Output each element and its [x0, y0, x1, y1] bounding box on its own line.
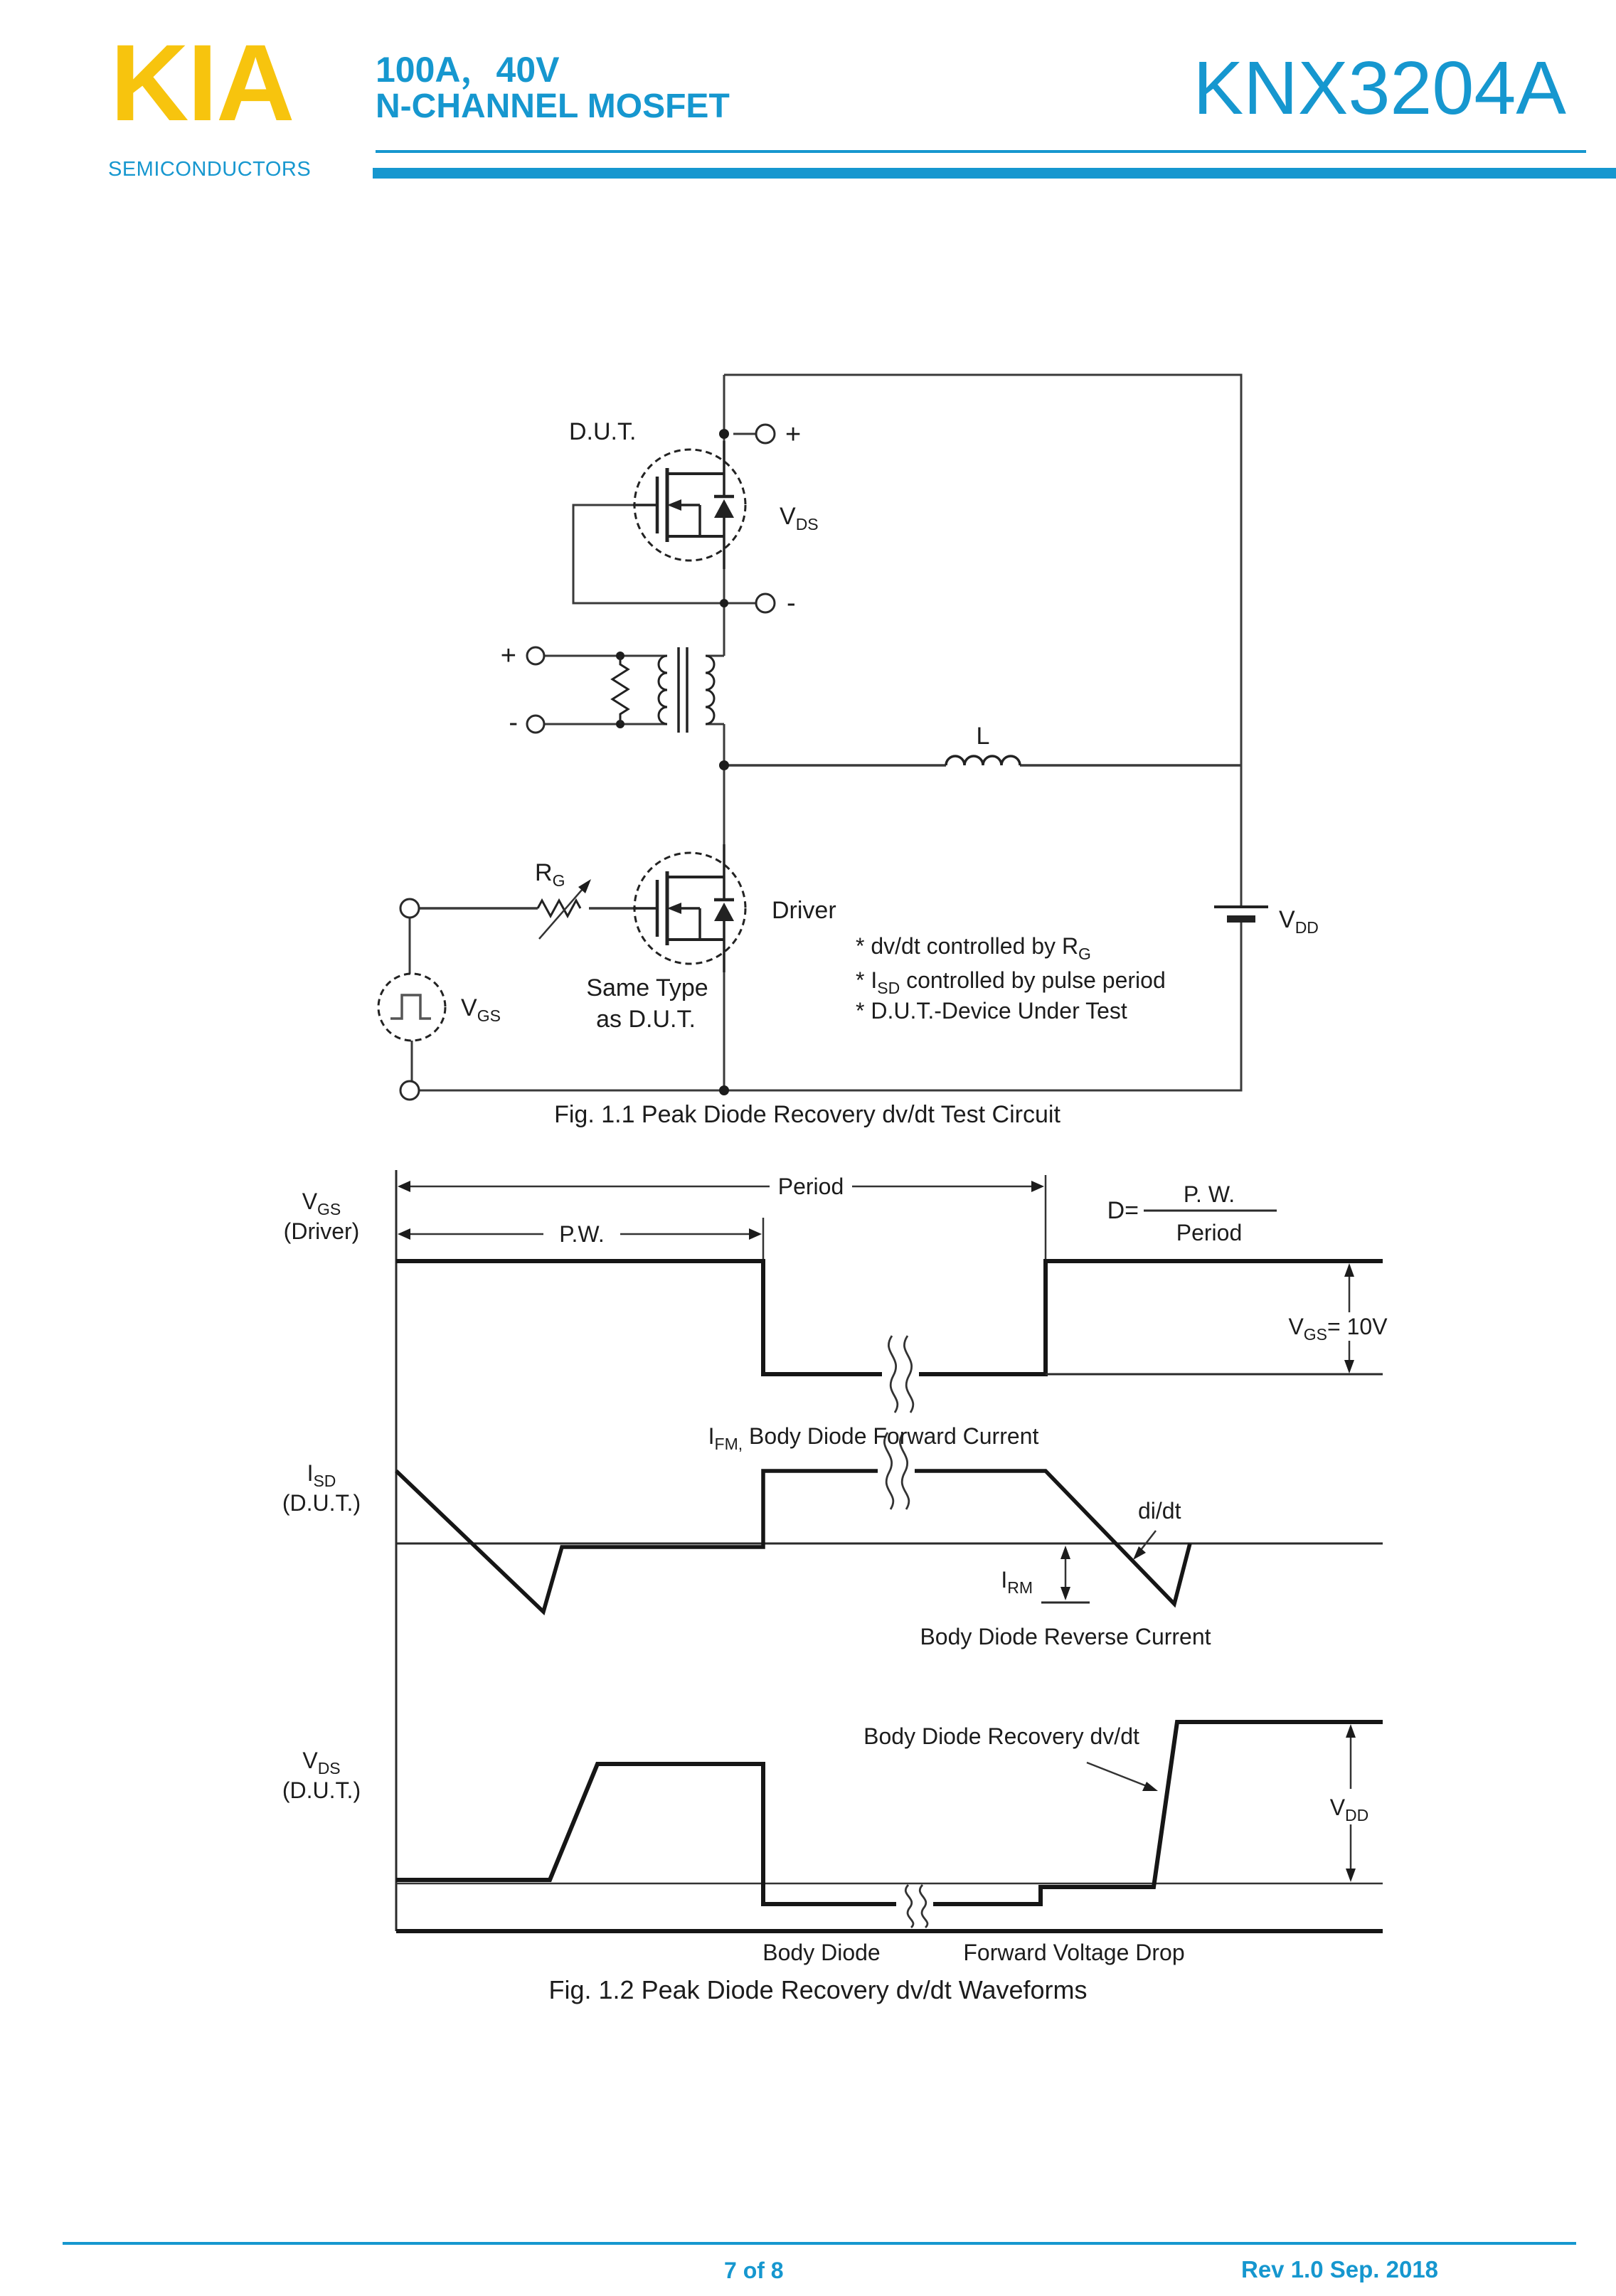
note-dut: * D.U.T.-Device Under Test: [856, 998, 1127, 1024]
body-diode-label: Body Diode: [762, 1940, 881, 1965]
same-type-line2: as D.U.T.: [596, 1006, 696, 1033]
part-number: KNX3204A: [1193, 46, 1566, 130]
dut-label: D.U.T.: [569, 418, 637, 445]
dut-mosfet-symbol: [633, 441, 745, 569]
circuit-notes: [856, 933, 1166, 1024]
duty-lhs: D=: [1107, 1197, 1139, 1224]
driver-mosfet-symbol: [633, 844, 745, 972]
driver-label: Driver: [772, 897, 836, 924]
fig2-caption: Fig. 1.2 Peak Diode Recovery dv/dt Waveforms: [548, 1975, 1088, 2004]
rg-label: $R_G$: [535, 859, 565, 890]
fig2-waveforms: [282, 1170, 1399, 2004]
vdd-label: $V_{DD}$: [1279, 906, 1319, 937]
device-rating: 100A，40V: [376, 50, 560, 90]
didt-label: di/dt: [1138, 1498, 1181, 1524]
duty-cycle-formula: [1107, 1181, 1277, 1245]
primary-resistor: [612, 656, 628, 724]
isd-waveform-row: [396, 1423, 1383, 1649]
vgs-pulse-source: [378, 974, 445, 1041]
inductor-label: L: [976, 723, 990, 750]
vds-label: $V_{DS}$: [780, 503, 819, 533]
vds-row-paren: (D.U.T.): [282, 1777, 361, 1803]
device-type: N-CHANNEL MOSFET: [376, 87, 730, 125]
footer-rule: [63, 2242, 1576, 2245]
vgs-waveform-row: [396, 1174, 1399, 1413]
xfmr-minus-label: -: [509, 708, 518, 738]
forward-voltage-drop-label: Forward Voltage Drop: [963, 1940, 1185, 1965]
note-isd: * $I_{SD}$ controlled by pulse period: [856, 967, 1166, 997]
duty-denominator: Period: [1176, 1220, 1243, 1245]
ifm-label: $I_{FM,}$ Body Diode Forward Current: [708, 1423, 1039, 1453]
note-dvdt: * dv/dt controlled by $R_G$: [856, 933, 1091, 963]
fig1-caption: Fig. 1.1 Peak Diode Recovery dv/dt Test Circuit: [554, 1101, 1060, 1128]
vds-row-label: $V_{DS}$: [302, 1748, 341, 1777]
period-label: Period: [777, 1174, 844, 1199]
vgs-source-label: $V_{GS}$: [461, 994, 501, 1025]
vdd-battery: [1214, 907, 1268, 919]
fig1-test-circuit: [378, 375, 1319, 1128]
irm-label: $I_{RM}$: [1001, 1567, 1033, 1597]
gate-transformer: [659, 647, 714, 733]
isd-row-label: $I_{SD}$: [307, 1460, 336, 1490]
plus-terminal-label: +: [785, 420, 802, 450]
fig2-row-labels: [282, 1189, 361, 1803]
duty-numerator: P. W.: [1183, 1181, 1235, 1207]
kia-logo: KIA: [110, 22, 294, 144]
vgs-row-label: $V_{GS}$: [302, 1189, 341, 1218]
vdd-level-label: $V_{DD}$: [1329, 1795, 1369, 1824]
inductor-symbol: [946, 756, 1020, 765]
vgs-10v-label: $V_{GS}= 10V$: [1288, 1314, 1388, 1344]
vgs-row-paren: (Driver): [283, 1218, 360, 1244]
recovery-dvdt-label: Body Diode Recovery dv/dt: [863, 1723, 1139, 1749]
same-type-line1: Same Type: [586, 974, 708, 1001]
pw-label: P.W.: [559, 1221, 605, 1247]
xfmr-plus-label: +: [500, 641, 516, 671]
page-number: 7 of 8: [724, 2258, 784, 2283]
minus-terminal-label: -: [787, 588, 796, 618]
vds-waveform-row: [396, 1722, 1383, 1928]
reverse-current-label: Body Diode Reverse Current: [920, 1624, 1211, 1649]
kia-logo-subtext: SEMICONDUCTORS: [108, 158, 312, 181]
revision-info: Rev 1.0 Sep. 2018: [1241, 2256, 1439, 2282]
isd-row-paren: (D.U.T.): [282, 1490, 361, 1516]
